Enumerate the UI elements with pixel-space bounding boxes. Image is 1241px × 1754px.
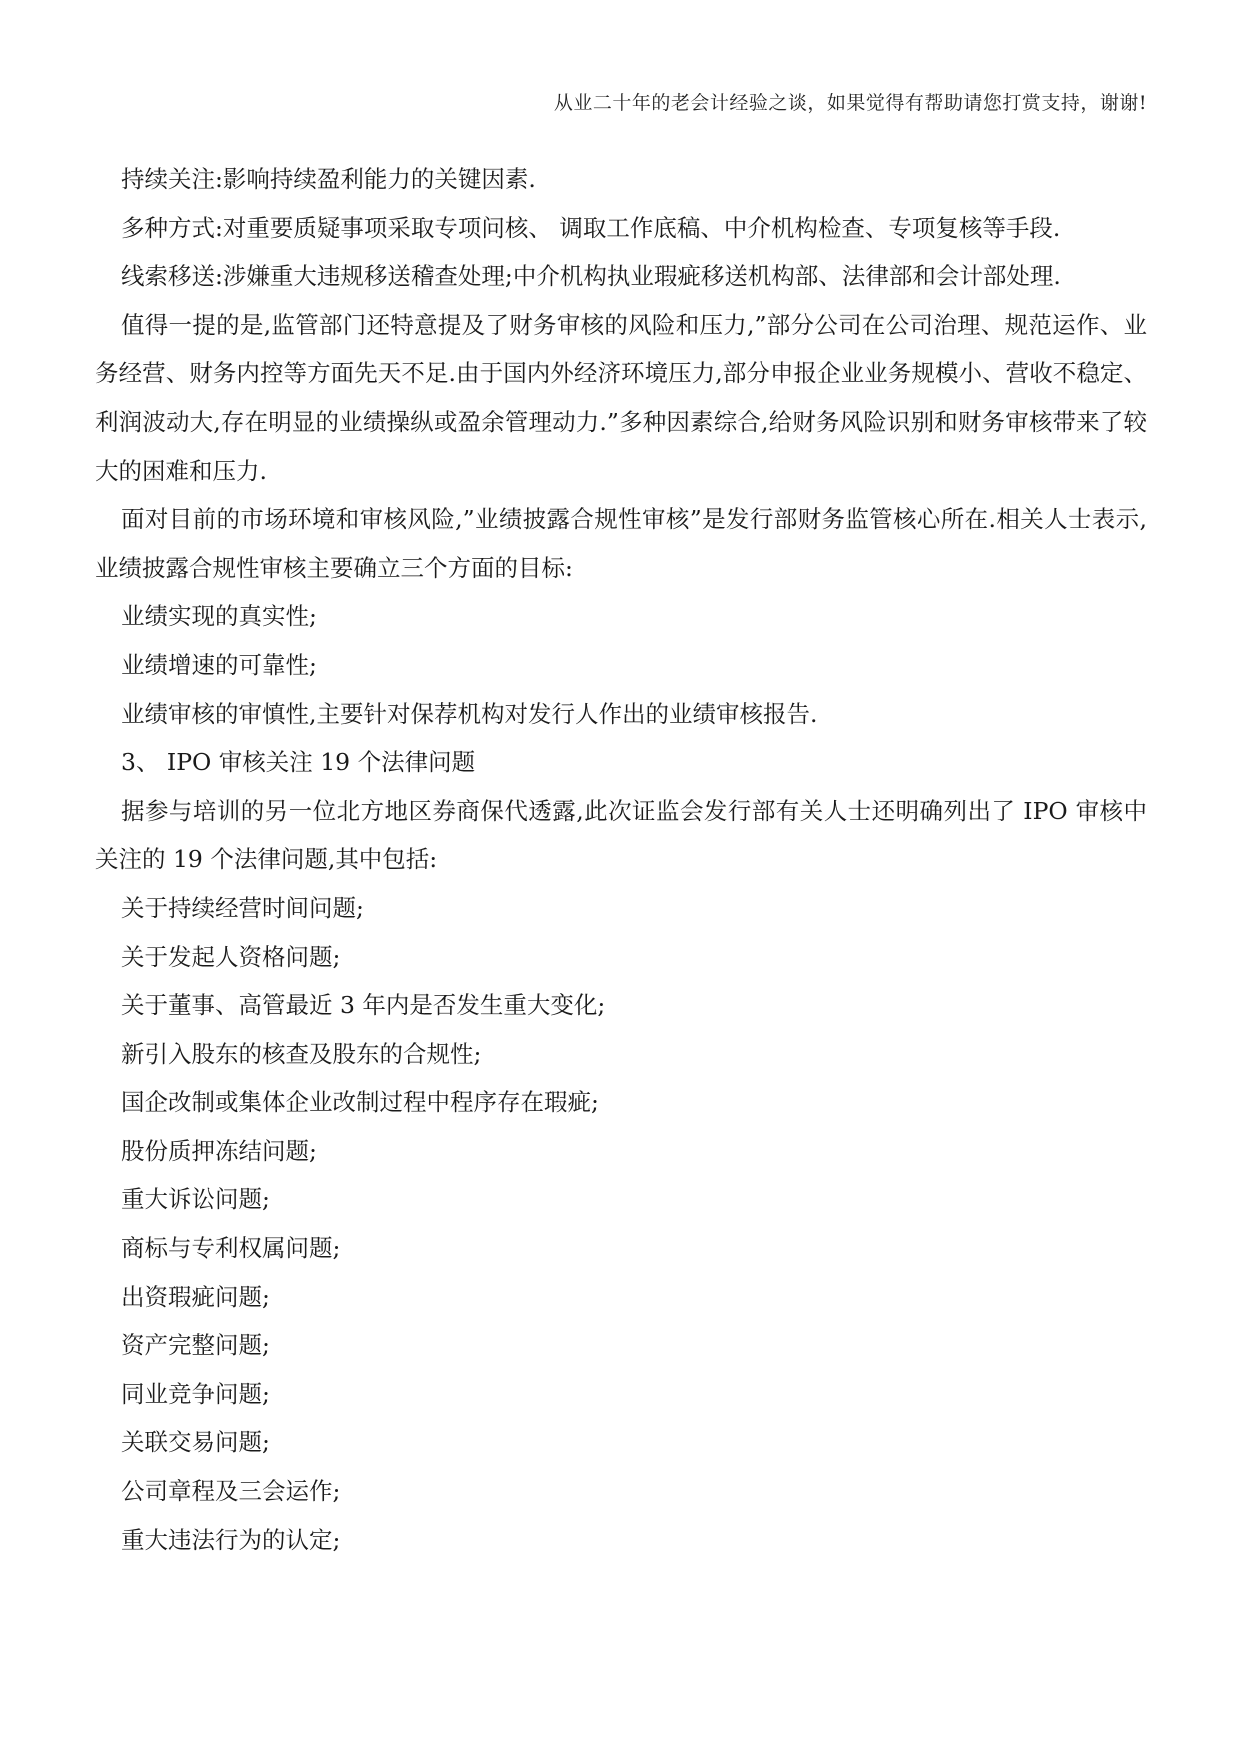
paragraph: 线索移送:涉嫌重大违规移送稽查处理;中介机构执业瑕疵移送机构部、法律部和会计部处理. <box>121 262 1061 291</box>
list-item: 关联交易问题; <box>121 1428 270 1457</box>
list-item: 新引入股东的核查及股东的合规性; <box>121 1039 482 1068</box>
header-note: 从业二十年的老会计经验之谈，如果觉得有帮助请您打赏支持，谢谢! <box>553 92 1147 114</box>
list-item: 公司章程及三会运作; <box>121 1477 341 1506</box>
list-item: 国企改制或集体企业改制过程中程序存在瑕疵; <box>121 1088 599 1117</box>
paragraph: 业绩审核的审慎性,主要针对保荐机构对发行人作出的业绩审核报告. <box>121 699 818 728</box>
paragraph: 据参与培训的另一位北方地区券商保代透露,此次证监会发行部有关人士还明确列出了 IPO 审核中关注的 19 个法律问题,其中包括: <box>95 796 1147 874</box>
list-item: 出资瑕疵问题; <box>121 1282 270 1311</box>
list-item: 股份质押冻结问题; <box>121 1136 317 1165</box>
document-body <box>95 155 1147 1564</box>
paragraph: 面对目前的市场环境和审核风险,”业绩披露合规性审核”是发行部财务监管核心所在.相关人士表示,业绩披露合规性审核主要确立三个方面的目标: <box>95 505 1147 582</box>
list-item: 重大诉讼问题; <box>121 1185 270 1214</box>
paragraph: 持续关注:影响持续盈利能力的关键因素. <box>121 165 536 193</box>
list-item: 关于发起人资格问题; <box>121 942 341 971</box>
list-item: 资产完整问题; <box>121 1331 270 1360</box>
section-heading: 3、 IPO 审核关注 19 个法律问题 <box>121 748 476 777</box>
paragraph: 值得一提的是,监管部门还特意提及了财务审核的风险和压力,”部分公司在公司治理、规范运作、业务经营、财务内控等方面先天不足.由于国内外经济环境压力,部分申报企业业务规模小、营收不稳定、利润波动大,存在明显的业绩操纵或盈余管理动力.”多种因素综合,给财务风险识别和财务审核带来了较大的困难和压力. <box>95 310 1147 485</box>
list-item: 同业竞争问题; <box>121 1379 270 1408</box>
list-item: 关于持续经营时间问题; <box>121 893 364 922</box>
list-item: 商标与专利权属问题; <box>121 1234 341 1263</box>
list-item: 重大违法行为的认定; <box>121 1525 341 1554</box>
list-item: 关于董事、高管最近 3 年内是否发生重大变化; <box>121 991 606 1020</box>
paragraph: 业绩实现的真实性; <box>121 602 317 631</box>
paragraph: 多种方式:对重要质疑事项采取专项问核、 调取工作底稿、中介机构检查、专项复核等手段. <box>121 213 1061 242</box>
paragraph: 业绩增速的可靠性; <box>121 650 317 679</box>
